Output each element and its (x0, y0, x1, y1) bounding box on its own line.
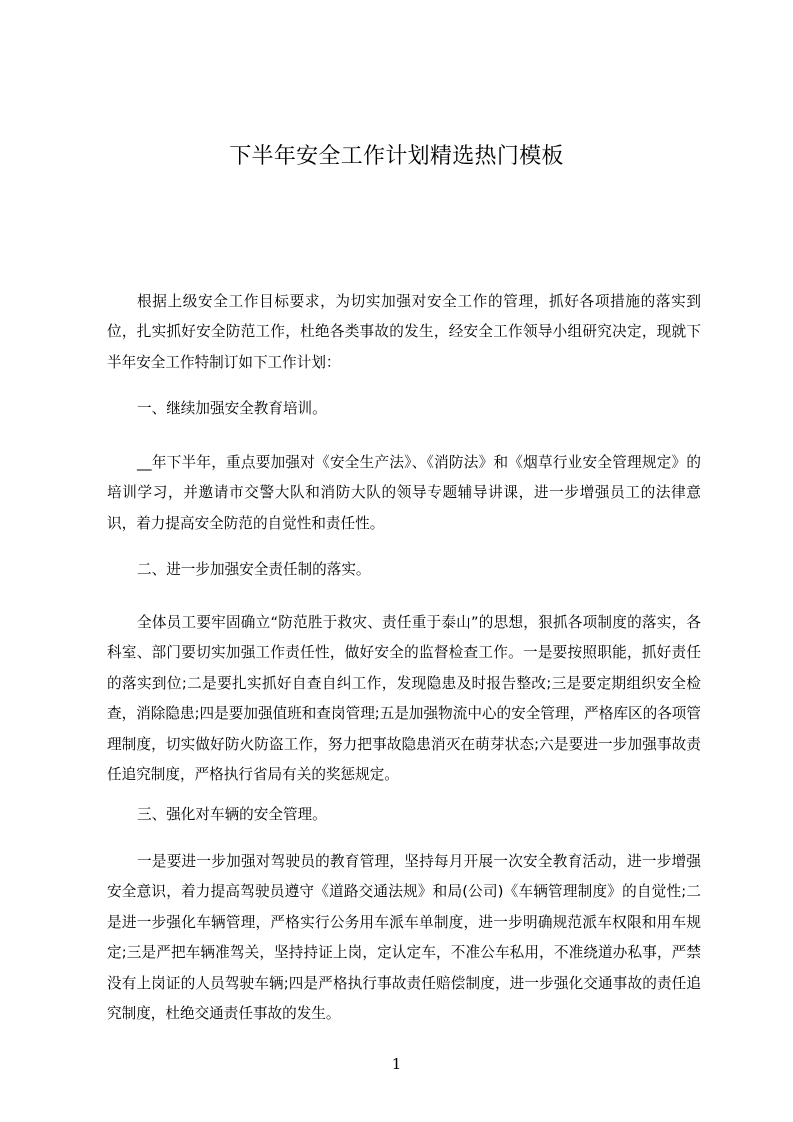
section-1-paragraph: __年下半年，重点要加强对《安全生产法》、《消防法》和《烟草行业安全管理规定》的培训学习，并邀请市交警大队和消防大队的领导专题辅导讲课，进一步增强员工的法律意识，着力提高安全防范的自觉性和责任性。 (107, 454, 701, 532)
section-heading-1: 一、继续加强安全教育培训。 (137, 400, 327, 417)
section-heading-3: 三、强化对车辆的安全管理。 (137, 806, 327, 823)
section-heading-2: 二、进一步加强安全责任制的落实。 (137, 561, 371, 578)
page-number: 1 (391, 1055, 402, 1073)
document-title: 下半年安全工作计划精选热门模板 (229, 144, 564, 169)
intro-paragraph: 根据上级安全工作目标要求，为切实加强对安全工作的管理，抓好各项措施的落实到位，扎实抓好安全防范工作，杜绝各类事故的发生，经安全工作领导小组研究决定，现就下半年安全工作特制订如下工作计划： (107, 293, 701, 371)
section-2-paragraph: 全体员工要牢固确立“防范胜于救灾、责任重于泰山”的思想，狠抓各项制度的落实，各科室、部门要切实加强工作责任性，做好安全的监督检查工作。一是要按照职能，抓好责任的落实到位;二是要扎实抓好自查自纠工作，发现隐患及时报告整改;三是要定期组织安全检查，消除隐患;四是要加强值班和查岗管理;五是加强物流中心的安全管理，严格库区的各项管理制度，切实做好防火防盗工作，努力把事故隐患消灭在萌芽状态;六是要进一步加强事故责任追究制度，严格执行省局有关的奖惩规定。 (107, 614, 701, 784)
section-3-paragraph: 一是要进一步加强对驾驶员的教育管理，坚持每月开展一次安全教育活动，进一步增强安全意识，着力提高驾驶员遵守《道路交通法规》和局(公司)《车辆管理制度》的自觉性;二是进一步强化车辆管理，严格实行公务用车派车单制度，进一步明确规范派车权限和用车规定;三是严把车辆准驾关，坚持持证上岗，定认定车，不准公车私用，不准绕道办私事，严禁没有上岗证的人员驾驶车辆;四是严格执行事故责任赔偿制度，进一步强化交通事故的责任追究制度，杜绝交通责任事故的发生。 (107, 853, 701, 1023)
